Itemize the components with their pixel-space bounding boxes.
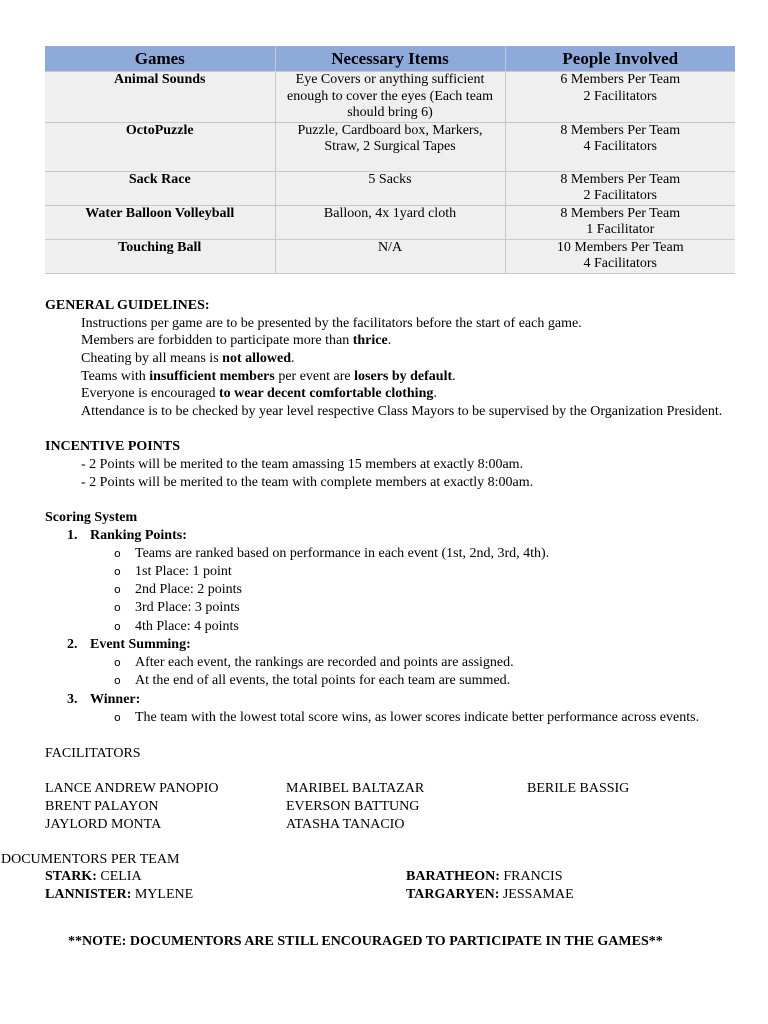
facilitator-name: ATASHA TANACIO [286,817,405,832]
table-row [45,171,735,205]
guideline-line [81,403,722,421]
people-members: 6 Members Per Team [560,72,681,87]
guidelines-heading: GENERAL GUIDELINES: [45,298,210,313]
people-facilitators: 2 Facilitators [583,88,657,104]
guideline-text: Everyone is encouraged [81,386,219,401]
guideline-emphasis: losers by default [354,369,453,384]
documentor-name: MYLENE [131,887,194,902]
people-facilitators: 2 Facilitators [583,188,657,203]
circle-bullet-icon: o [114,565,121,578]
circle-bullet-icon: o [114,583,121,596]
section-number: 2. [67,637,78,652]
game-name: Sack Race [45,171,275,205]
incentive-line: - 2 Points will be merited to the team with complete members at exactly 8:00am. [81,475,534,490]
incentive-line: - 2 Points will be merited to the team amassing 15 members at exactly 8:00am. [81,457,524,472]
game-name: Animal Sounds [45,72,275,123]
facilitator-name: BRENT PALAYON [45,799,159,814]
facilitator-name: EVERSON BATTUNG [286,799,420,814]
documentor-entry [406,886,574,904]
scoring-section [67,636,191,654]
game-people [505,122,735,171]
guideline-text: Instructions per game are to be presented by the facilitators before the start of each game. [81,316,582,331]
guideline-emphasis: not allowed [222,351,291,366]
scoring-section [67,527,187,545]
list-item-text: 1st Place: 1 point [135,564,232,579]
people-facilitators: 4 Facilitators [583,256,657,271]
people-members: 8 Members Per Team [560,122,681,138]
list-item-text: 2nd Place: 2 points [135,582,242,597]
game-items: 5 Sacks [275,171,505,205]
section-label: Event Summing: [90,637,191,652]
guideline-emphasis: thrice [352,333,388,348]
game-people [505,171,735,205]
guideline-text: per event are [274,369,355,384]
game-items: Puzzle, Cardboard box, Markers, Straw, 2 Surgical Tapes [275,122,505,171]
documentor-entry [45,868,142,886]
guideline-text: Members are forbidden to participate more than [81,333,353,348]
list-item-text: After each event, the rankings are recorded and points are assigned. [135,655,514,670]
table-header-row [45,46,735,72]
list-item-text: At the end of all events, the total points for each team are summed. [135,673,511,688]
game-items: N/A [275,239,505,273]
guideline-line [81,368,456,386]
team-name: BARATHEON: [406,869,500,884]
people-members: 10 Members Per Team [556,239,684,255]
guideline-text: Teams with [81,369,150,384]
documentors-heading: DOCUMENTORS PER TEAM [1,852,180,867]
list-item-text: 3rd Place: 3 points [135,600,240,615]
facilitator-name: BERILE BASSIG [527,781,630,796]
team-name: STARK: [45,869,97,884]
circle-bullet-icon: o [114,547,121,560]
people-facilitators: 4 Facilitators [583,139,657,154]
people-members: 8 Members Per Team [560,205,681,221]
section-label: Winner: [90,692,141,707]
game-name: Water Balloon Volleyball [45,205,275,239]
people-members: 8 Members Per Team [560,171,681,187]
documentor-entry [406,868,563,886]
guideline-line [81,315,582,333]
guideline-text: Cheating by all means is [81,351,223,366]
guideline-punct: . [291,351,295,366]
guideline-punct: . [433,386,437,401]
header-games: Games [45,46,275,72]
table-row [45,72,735,123]
game-name: Touching Ball [45,239,275,273]
circle-bullet-icon: o [114,674,121,687]
guideline-emphasis: insufficient members [149,369,275,384]
note-text: **NOTE: DOCUMENTORS ARE STILL ENCOURAGED TO PARTICIPATE IN THE GAMES** [68,934,663,949]
list-item-text: 4th Place: 4 points [135,619,239,634]
table-row [45,239,735,273]
documentor-entry [45,886,193,904]
people-facilitators: 1 Facilitator [586,222,655,237]
table-row [45,205,735,239]
documentor-name: CELIA [96,869,142,884]
game-people [505,72,735,123]
circle-bullet-icon: o [114,620,121,633]
facilitator-name: LANCE ANDREW PANOPIO [45,781,219,796]
circle-bullet-icon: o [114,601,121,614]
guideline-line [81,332,391,350]
game-people [505,239,735,273]
guideline-punct: . [387,333,392,348]
facilitator-name: MARIBEL BALTAZAR [286,781,425,796]
game-name: OctoPuzzle [45,122,275,171]
section-label: Ranking Points: [90,528,187,543]
circle-bullet-icon: o [114,711,121,724]
guideline-emphasis: to wear decent comfortable clothing [219,386,434,401]
guideline-line [81,385,437,403]
circle-bullet-icon: o [114,656,121,669]
incentive-heading: INCENTIVE POINTS [45,439,180,454]
game-items: Balloon, 4x 1yard cloth [275,205,505,239]
facilitator-name: JAYLORD MONTA [45,817,162,832]
games-table [45,46,735,274]
section-number: 1. [67,528,78,543]
team-name: LANNISTER: [45,887,132,902]
game-people [505,205,735,239]
documentor-name: FRANCIS [499,869,563,884]
section-number: 3. [67,692,78,707]
list-item-text: The team with the lowest total score wins, as lower scores indicate better performance across events. [135,710,700,725]
game-items: Eye Covers or anything sufficient enough to cover the eyes (Each team should bring 6) [275,72,505,123]
scoring-heading: Scoring System [45,510,138,525]
header-people-involved: People Involved [505,46,735,72]
table-row [45,122,735,171]
team-name: TARGARYEN: [406,887,500,902]
facilitators-heading: FACILITATORS [45,746,141,761]
guideline-line [81,350,295,368]
guideline-punct: . [452,369,456,384]
guideline-text: Attendance is to be checked by year level respective Class Mayors to be supervised by the Organization President. [81,404,723,419]
documentor-name: JESSAMAE [499,887,574,902]
scoring-section [67,691,141,709]
header-necessary-items: Necessary Items [275,46,505,72]
list-item-text: Teams are ranked based on performance in each event (1st, 2nd, 3rd, 4th). [135,546,550,561]
